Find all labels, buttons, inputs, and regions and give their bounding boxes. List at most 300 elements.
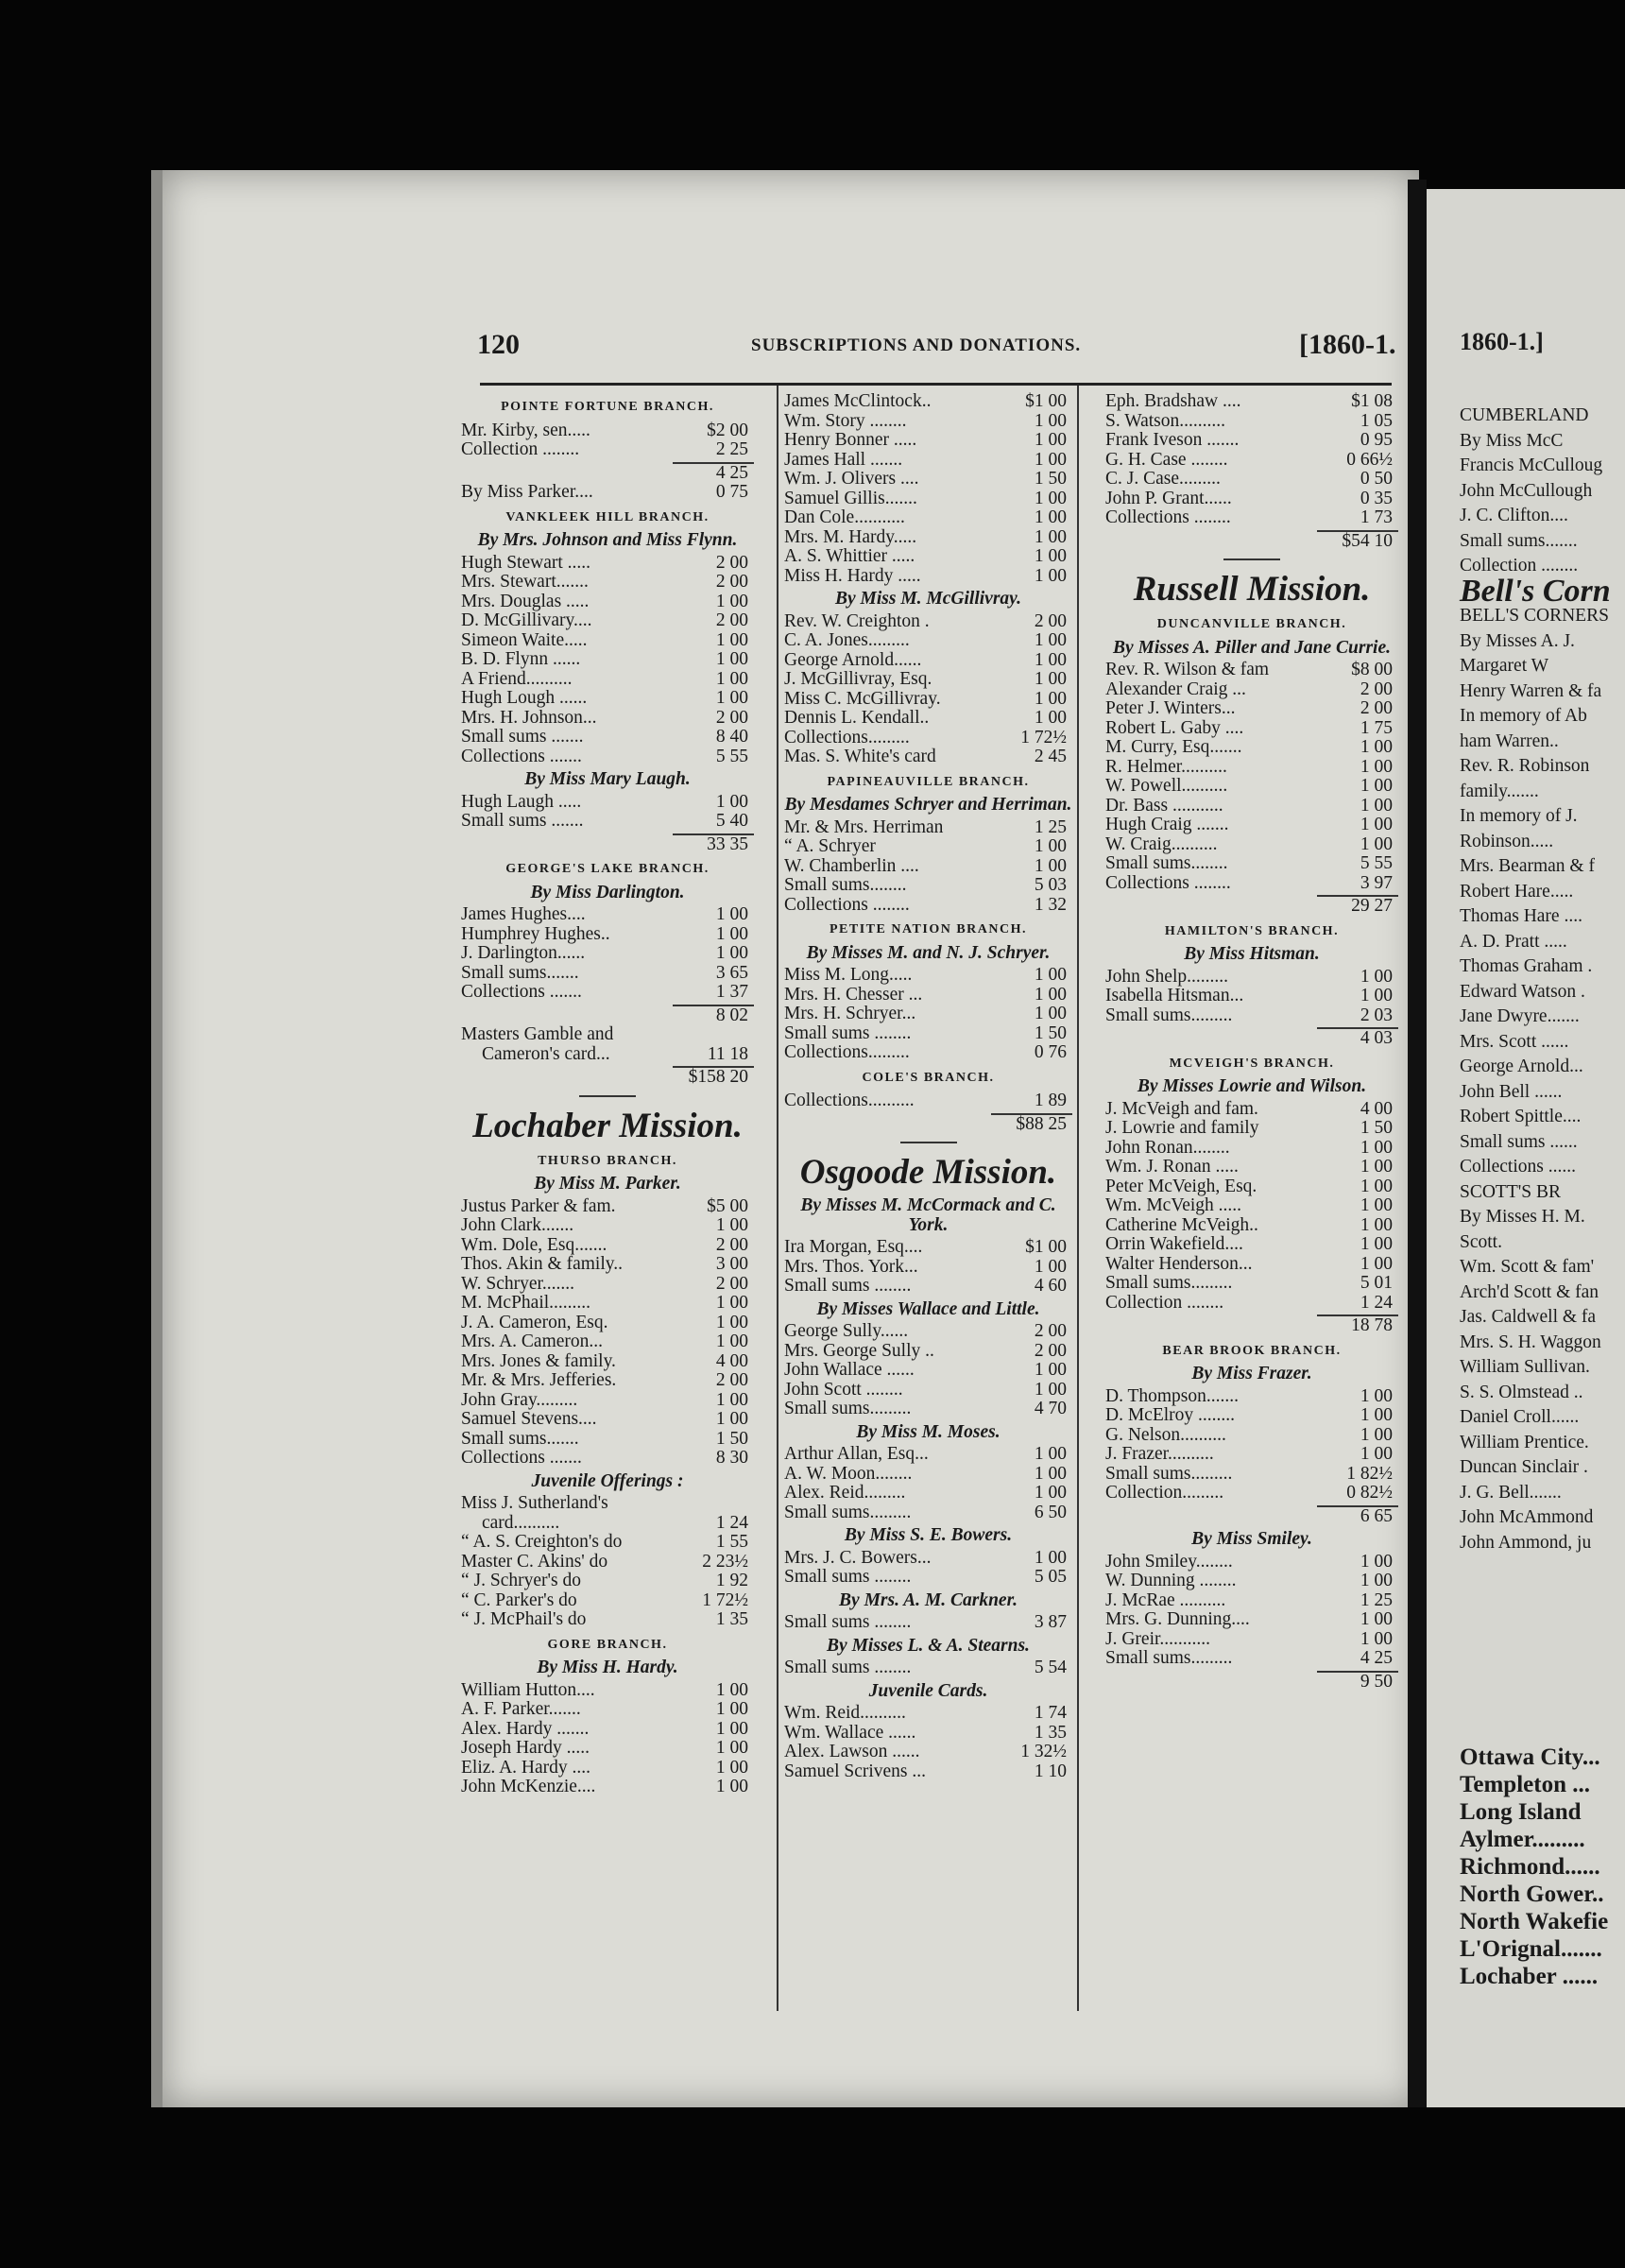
entry-name: W. Powell.......... xyxy=(1105,776,1228,796)
entry-name: Small sums....... xyxy=(461,962,579,983)
entry-name: Walter Henderson... xyxy=(1105,1253,1253,1274)
entry-row xyxy=(1105,1100,1398,1120)
entry-name: Humphrey Hughes.. xyxy=(461,923,610,944)
entry-name: J. A. Cameron, Esq. xyxy=(461,1312,608,1332)
entry-name: Thos. Akin & family.. xyxy=(461,1254,623,1274)
entry-amount: 1 00 xyxy=(1034,1256,1067,1277)
facing-page-line: Long Island xyxy=(1460,1799,1582,1825)
entry-row xyxy=(784,631,1072,651)
entry-row xyxy=(1105,1649,1398,1669)
entry-name: W. Craig.......... xyxy=(1105,833,1218,854)
entry-name: D. Thompson....... xyxy=(1105,1385,1240,1406)
entry-row xyxy=(784,1381,1072,1400)
entry-row xyxy=(784,528,1072,548)
collector-line: By Miss Hitsman. xyxy=(1184,944,1320,964)
entry-row xyxy=(461,1236,754,1256)
entry-amount: 1 00 xyxy=(715,1679,748,1700)
facing-page-line: 1860-1.] xyxy=(1460,328,1544,355)
entry-row xyxy=(784,1445,1072,1465)
entry-row xyxy=(461,689,754,709)
entry-row xyxy=(461,1430,754,1450)
entry-row xyxy=(784,966,1072,986)
collector-line: Juvenile Cards. xyxy=(868,1680,988,1701)
entry-row xyxy=(1105,835,1398,855)
branch-heading: BEAR BROOK BRANCH. xyxy=(1162,1343,1342,1358)
collector-line: By Misses M. and N. J. Schryer. xyxy=(806,942,1051,963)
entry-amount: 1 00 xyxy=(1034,507,1067,527)
entry-name: John Ronan........ xyxy=(1105,1137,1230,1158)
entry-name: Small sums ....... xyxy=(461,727,584,747)
entry-row xyxy=(1105,719,1398,739)
entry-amount: 1 00 xyxy=(715,1332,748,1351)
facing-page-line: S. S. Olmstead .. xyxy=(1460,1382,1583,1402)
entry-amount: 2 00 xyxy=(1360,679,1393,699)
entry-row xyxy=(1105,1196,1398,1216)
entry-amount: 5 55 xyxy=(1360,853,1393,873)
entry-amount: 1 50 xyxy=(1360,1118,1393,1138)
entry-row xyxy=(784,876,1072,896)
entry-amount: 2 25 xyxy=(715,439,748,459)
facing-page-line: ham Warren.. xyxy=(1460,730,1559,751)
entry-name: S. Watson.......... xyxy=(1105,410,1225,431)
entry-row xyxy=(784,1503,1072,1523)
entry-amount: 1 32½ xyxy=(1020,1742,1067,1761)
entry-name: Small sums ....... xyxy=(461,811,584,831)
entry-row xyxy=(1105,1591,1398,1611)
entry-name: Small sums........ xyxy=(784,875,907,895)
entry-name: Mrs. George Sully .. xyxy=(784,1340,934,1361)
collector-line: By Misses L. & A. Stearns. xyxy=(827,1635,1030,1656)
entry-name: Collection......... xyxy=(1105,1483,1224,1503)
entry-name: Frank Iveson ....... xyxy=(1105,430,1240,450)
entry-amount: 1 55 xyxy=(715,1532,748,1552)
entry-row xyxy=(784,690,1072,710)
header-rule xyxy=(480,383,1392,386)
entry-amount: 2 00 xyxy=(715,1234,748,1255)
entry-name: C. A. Jones......... xyxy=(784,630,910,650)
entry-name: Mr. & Mrs. Herriman xyxy=(784,816,944,837)
entry-name: Mrs. Thos. York... xyxy=(784,1256,918,1277)
entry-amount: 2 00 xyxy=(715,552,748,573)
entry-amount: 1 35 xyxy=(1034,1722,1067,1743)
entry-name: Small sums........ xyxy=(1105,853,1228,873)
entry-row xyxy=(461,650,754,670)
entry-amount: 1 32 xyxy=(1034,894,1067,915)
entry-amount: 1 00 xyxy=(1360,1551,1393,1572)
entry-amount: 1 00 xyxy=(715,1738,748,1758)
entry-row xyxy=(461,611,754,631)
entry-amount: 1 00 xyxy=(715,1215,748,1235)
entry-amount: 0 95 xyxy=(1360,430,1393,450)
entry-amount: 1 89 xyxy=(1034,1091,1067,1110)
entry-amount: 5 55 xyxy=(715,746,748,766)
entry-amount: 1 00 xyxy=(1360,815,1393,834)
subtotal: 18 78 xyxy=(1317,1314,1398,1336)
entry-amount: 1 50 xyxy=(715,1428,748,1449)
entry-name: “ J. McPhail's do xyxy=(461,1609,587,1629)
entry-amount: 1 92 xyxy=(715,1571,748,1590)
entry-row xyxy=(461,1410,754,1430)
entry-name: Small sums ........ xyxy=(784,1276,912,1296)
entry-row xyxy=(461,1371,754,1391)
entry-name: Small sums....... xyxy=(461,1428,579,1449)
collector-line: By Miss Darlington. xyxy=(530,882,685,902)
facing-page-line: George Arnold... xyxy=(1460,1057,1583,1076)
entry-row xyxy=(784,1465,1072,1485)
entry-amount: 0 66½ xyxy=(1346,449,1393,470)
entry-row xyxy=(461,728,754,747)
entry-amount: 1 00 xyxy=(1360,1444,1393,1464)
entry-amount: 3 97 xyxy=(1360,872,1393,893)
entry-row xyxy=(1105,758,1398,778)
entry-amount: 8 30 xyxy=(715,1448,748,1468)
entry-row xyxy=(784,1322,1072,1342)
facing-page-line: William Prentice. xyxy=(1460,1432,1589,1452)
entry-row xyxy=(461,1533,754,1553)
entry-name: Alex. Reid......... xyxy=(784,1483,906,1503)
entry-amount: 1 00 xyxy=(1360,1195,1393,1215)
facing-page-line: Thomas Hare .... xyxy=(1460,906,1582,926)
collector-line: Juvenile Offerings : xyxy=(531,1470,684,1491)
facing-page-line: North Gower.. xyxy=(1460,1881,1604,1907)
entry-amount: 1 05 xyxy=(1360,410,1393,431)
entry-amount: 4 70 xyxy=(1034,1399,1067,1418)
entry-name: Isabella Hitsman... xyxy=(1105,986,1244,1005)
entry-name: Arthur Allan, Esq... xyxy=(784,1444,929,1464)
entry-name: Alex. Hardy ....... xyxy=(461,1718,590,1739)
entry-amount: 1 00 xyxy=(715,1409,748,1429)
entry-name: Alexander Craig ... xyxy=(1105,679,1246,699)
entry-row xyxy=(1105,854,1398,874)
entry-row xyxy=(461,1514,754,1534)
facing-page-line: Small sums....... xyxy=(1460,530,1578,551)
facing-page-line: family....... xyxy=(1460,781,1539,801)
entry-amount: 1 00 xyxy=(1360,795,1393,816)
entry-name: Mrs. H. Chesser ... xyxy=(784,984,923,1005)
entry-name: Hugh Lough ...... xyxy=(461,688,588,708)
entry-name: Ira Morgan, Esq.... xyxy=(784,1237,923,1257)
entry-name: D. McElroy ........ xyxy=(1105,1405,1236,1425)
entry-row xyxy=(461,944,754,964)
branch-heading: DUNCANVILLE BRANCH. xyxy=(1156,617,1347,631)
entry-row xyxy=(784,451,1072,471)
entry-amount: 1 00 xyxy=(1034,984,1067,1005)
facing-page-line: Thomas Graham . xyxy=(1460,956,1593,976)
entry-row xyxy=(784,651,1072,671)
entry-name: Mrs. Stewart....... xyxy=(461,572,589,592)
entry-amount: 3 87 xyxy=(1034,1612,1067,1632)
entry-row xyxy=(1105,987,1398,1006)
entry-row xyxy=(784,670,1072,690)
entry-amount: 1 00 xyxy=(715,1699,748,1719)
entry-row xyxy=(784,857,1072,877)
entry-amount: 11 18 xyxy=(707,1043,748,1064)
entry-row xyxy=(784,1400,1072,1419)
entry-row xyxy=(784,747,1072,767)
entry-name: Catherine McVeigh.. xyxy=(1105,1214,1258,1235)
entry-row xyxy=(1105,431,1398,451)
entry-amount: 1 00 xyxy=(715,923,748,944)
entry-amount: 1 00 xyxy=(1360,737,1393,757)
entry-name: A. W. Moon........ xyxy=(784,1463,913,1484)
entry-amount: 4 00 xyxy=(715,1350,748,1371)
entry-amount: 1 00 xyxy=(1034,1463,1067,1484)
entry-row xyxy=(1105,1553,1398,1572)
entry-row xyxy=(1105,1387,1398,1407)
entry-amount: 5 01 xyxy=(1360,1273,1393,1293)
entry-row xyxy=(784,1342,1072,1362)
entry-row xyxy=(1105,1235,1398,1255)
facing-page-line: J. C. Clifton.... xyxy=(1460,506,1568,525)
entry-amount: 1 00 xyxy=(1034,565,1067,586)
mission-heading: Osgoode Mission. xyxy=(799,1153,1057,1192)
collector-line: By Misses A. Piller and Jane Currie. xyxy=(1113,637,1391,658)
section-rule xyxy=(1223,558,1280,560)
entry-row xyxy=(1105,1484,1398,1503)
entry-row xyxy=(1105,392,1398,412)
entry-row xyxy=(784,1762,1072,1782)
facing-page-line: John Bell ...... xyxy=(1460,1081,1563,1102)
entry-row xyxy=(784,1238,1072,1258)
entry-row xyxy=(784,1613,1072,1633)
facing-page-line: Francis McCulloug xyxy=(1460,455,1603,475)
entry-name: George Arnold...... xyxy=(784,649,922,670)
entry-amount: 1 73 xyxy=(1360,507,1393,527)
entry-amount: 1 00 xyxy=(715,591,748,611)
entry-name: B. D. Flynn ...... xyxy=(461,649,581,669)
entry-row xyxy=(784,1258,1072,1278)
entry-amount: 3 00 xyxy=(715,1254,748,1274)
facing-page-line: Bell's Corn xyxy=(1460,573,1611,609)
entry-row xyxy=(461,1025,754,1045)
branch-heading: GEORGE'S LAKE BRANCH. xyxy=(505,862,710,876)
entry-amount xyxy=(690,1025,754,1045)
facing-page-line: Collections ...... xyxy=(1460,1157,1576,1177)
page-year: [1860-1. xyxy=(1299,329,1396,360)
entry-name: Wm. J. Ronan ..... xyxy=(1105,1157,1239,1177)
entry-name: “ A. S. Creighton's do xyxy=(461,1532,623,1552)
entry-name: Collections......... xyxy=(784,727,910,747)
entry-amount: 1 00 xyxy=(715,1312,748,1332)
entry-amount xyxy=(690,1494,754,1514)
entry-row xyxy=(1105,797,1398,816)
branch-heading: PETITE NATION BRANCH. xyxy=(830,922,1027,936)
entry-name: John Scott ........ xyxy=(784,1379,903,1400)
entry-name: Miss M. Long..... xyxy=(784,965,913,985)
facing-page-line: Mrs. S. H. Waggon xyxy=(1460,1332,1601,1352)
subtotal: 4 03 xyxy=(1317,1027,1398,1049)
facing-page-line: A. D. Pratt ..... xyxy=(1460,931,1567,952)
entry-row xyxy=(1105,816,1398,835)
entry-name: Master C. Akins' do xyxy=(461,1551,608,1572)
entry-name: Wm. McVeigh ..... xyxy=(1105,1195,1242,1215)
column-3 xyxy=(1105,392,1398,1692)
entry-row xyxy=(784,1658,1072,1678)
branch-heading: THURSO BRANCH. xyxy=(538,1153,677,1168)
entry-amount: 2 23½ xyxy=(702,1551,748,1572)
entry-name: W. Chamberlin .... xyxy=(784,855,919,876)
entry-row xyxy=(784,1043,1072,1063)
collector-line: By Misses Wallace and Little. xyxy=(816,1298,1040,1319)
entry-row xyxy=(461,1275,754,1295)
entry-amount: 1 00 xyxy=(1034,546,1067,566)
entry-amount: 2 00 xyxy=(1360,698,1393,718)
facing-page-line: J. G. Bell....... xyxy=(1460,1482,1562,1503)
entry-amount: 1 00 xyxy=(1360,1137,1393,1158)
entry-name: J. Greir........... xyxy=(1105,1628,1211,1649)
facing-page-line: John McCullough xyxy=(1460,480,1593,501)
entry-row xyxy=(461,793,754,813)
entry-amount: 1 00 xyxy=(715,1293,748,1313)
entry-name: Dr. Bass ........... xyxy=(1105,795,1223,816)
entry-name: John Smiley........ xyxy=(1105,1551,1233,1572)
subtotal: 4 25 xyxy=(673,462,754,484)
entry-name: Hugh Stewart ..... xyxy=(461,552,591,573)
branch-heading: HAMILTON'S BRANCH. xyxy=(1164,923,1340,938)
entry-name: Collections.......... xyxy=(784,1091,915,1110)
entry-row xyxy=(784,818,1072,838)
entry-row xyxy=(1105,1630,1398,1650)
entry-amount: 1 25 xyxy=(1034,816,1067,837)
entry-amount: 1 00 xyxy=(1360,966,1393,987)
entry-row xyxy=(784,1704,1072,1724)
entry-amount: 2 45 xyxy=(1034,747,1067,766)
facing-page-line: Robinson..... xyxy=(1460,831,1554,851)
entry-amount: 1 00 xyxy=(1360,1405,1393,1425)
entry-name: Cameron's card... xyxy=(482,1043,610,1064)
subtotal: $88 25 xyxy=(991,1113,1072,1135)
entry-name: D. McGillivary.... xyxy=(461,610,592,630)
column-2 xyxy=(784,392,1072,1781)
entry-name: R. Helmer.......... xyxy=(1105,756,1227,777)
column-1 xyxy=(461,392,754,1797)
entry-amount: 1 00 xyxy=(715,1777,748,1796)
collector-line: By Miss M. McGillivray. xyxy=(835,589,1021,609)
entry-amount: 0 75 xyxy=(715,482,748,502)
entry-name: Collection ........ xyxy=(461,439,580,459)
entry-amount: 1 00 xyxy=(1360,1424,1393,1445)
entry-amount: 1 00 xyxy=(1360,756,1393,777)
entry-name: Collections ....... xyxy=(461,1448,582,1468)
entry-name: Masters Gamble and xyxy=(461,1024,614,1044)
entry-amount: 1 00 xyxy=(715,629,748,650)
entry-name: James Hughes.... xyxy=(461,904,586,924)
entry-name: Mas. S. White's card xyxy=(784,747,936,766)
entry-name: Small sums ........ xyxy=(784,1612,912,1632)
entry-row xyxy=(461,1314,754,1333)
entry-amount: 1 00 xyxy=(1034,630,1067,650)
entry-row xyxy=(784,1277,1072,1297)
entry-row xyxy=(461,1778,754,1797)
entry-amount: 1 35 xyxy=(715,1609,748,1629)
entry-row xyxy=(784,1724,1072,1744)
entry-row xyxy=(1105,1610,1398,1630)
entry-row xyxy=(461,1591,754,1611)
entry-name: J. McRae .......... xyxy=(1105,1589,1226,1610)
entry-name: Collections......... xyxy=(784,1042,910,1062)
entry-name: Eliz. A. Hardy .... xyxy=(461,1757,591,1778)
entry-name: Justus Parker & fam. xyxy=(461,1195,616,1216)
entry-name: G. Nelson.......... xyxy=(1105,1424,1226,1445)
facing-page-line: SCOTT'S BR xyxy=(1460,1181,1562,1202)
collector-line: By Mrs. A. M. Carkner. xyxy=(839,1589,1018,1610)
entry-row xyxy=(784,1024,1072,1044)
entry-row xyxy=(784,1005,1072,1024)
entry-name: Robert L. Gaby .... xyxy=(1105,717,1244,738)
entry-amount: 1 10 xyxy=(1034,1761,1067,1781)
entry-amount: 1 24 xyxy=(1360,1292,1393,1313)
entry-row xyxy=(461,670,754,690)
entry-amount: $1 00 xyxy=(1025,1237,1067,1257)
entry-name: J. Darlington...... xyxy=(461,943,586,963)
entry-row xyxy=(1105,1216,1398,1236)
entry-amount: 1 00 xyxy=(1034,1360,1067,1380)
entry-amount: 0 50 xyxy=(1360,469,1393,489)
entry-amount: 1 00 xyxy=(1034,430,1067,450)
entry-amount: 0 82½ xyxy=(1346,1483,1393,1503)
entry-row xyxy=(461,1759,754,1778)
entry-amount: 3 65 xyxy=(715,962,748,983)
facing-page-line: North Wakefie xyxy=(1460,1909,1609,1934)
entry-amount: 2 00 xyxy=(715,610,748,630)
section-rule xyxy=(900,1142,957,1143)
entry-amount: 2 00 xyxy=(715,1370,748,1390)
entry-amount: 2 00 xyxy=(715,572,748,592)
entry-row xyxy=(1105,1465,1398,1485)
facing-page-line: Mrs. Bearman & f xyxy=(1460,856,1595,876)
entry-row xyxy=(784,1361,1072,1381)
entry-amount: 1 00 xyxy=(1360,1234,1393,1254)
entry-row xyxy=(784,1549,1072,1569)
entry-name: C. J. Case......... xyxy=(1105,469,1221,489)
entry-row xyxy=(461,1449,754,1469)
entry-name: J. Frazer.......... xyxy=(1105,1444,1214,1464)
entry-row xyxy=(461,1610,754,1630)
collector-line: By Miss S. E. Bowers. xyxy=(844,1525,1013,1545)
entry-row xyxy=(1105,412,1398,432)
entry-amount: 1 00 xyxy=(1360,1628,1393,1649)
entry-row xyxy=(784,1568,1072,1588)
column-divider xyxy=(777,386,778,2011)
entry-row xyxy=(1105,451,1398,471)
entry-amount: 1 72½ xyxy=(1020,727,1067,747)
entry-amount: 1 00 xyxy=(1034,1547,1067,1568)
entry-row xyxy=(784,612,1072,632)
entry-row xyxy=(461,440,754,460)
entry-name: M. Curry, Esq....... xyxy=(1105,737,1242,757)
entry-amount: 6 50 xyxy=(1034,1502,1067,1522)
entry-name: “ C. Parker's do xyxy=(461,1589,577,1610)
collector-line: By Miss M. Moses. xyxy=(856,1421,1001,1442)
entry-amount: 1 00 xyxy=(1034,836,1067,856)
facing-page-line: In memory of J. xyxy=(1460,806,1578,826)
entry-row xyxy=(1105,1426,1398,1446)
entry-amount: 2 00 xyxy=(1034,610,1067,631)
entry-name: Mrs. M. Hardy..... xyxy=(784,526,917,547)
collector-line: By Mrs. Johnson and Miss Flynn. xyxy=(477,530,738,550)
collector-line: By Miss M. Parker. xyxy=(534,1174,681,1194)
entry-amount: 1 00 xyxy=(1360,833,1393,854)
entry-name: J. McVeigh and fam. xyxy=(1105,1098,1258,1119)
facing-page-line: Richmond...... xyxy=(1460,1854,1600,1880)
entry-amount: 4 60 xyxy=(1034,1276,1067,1296)
entry-amount: 4 25 xyxy=(1360,1648,1393,1668)
column-divider xyxy=(1077,386,1079,2011)
entry-row xyxy=(461,747,754,767)
entry-amount: 1 00 xyxy=(1360,1157,1393,1177)
entry-row xyxy=(461,1255,754,1275)
entry-amount: 8 40 xyxy=(715,727,748,747)
